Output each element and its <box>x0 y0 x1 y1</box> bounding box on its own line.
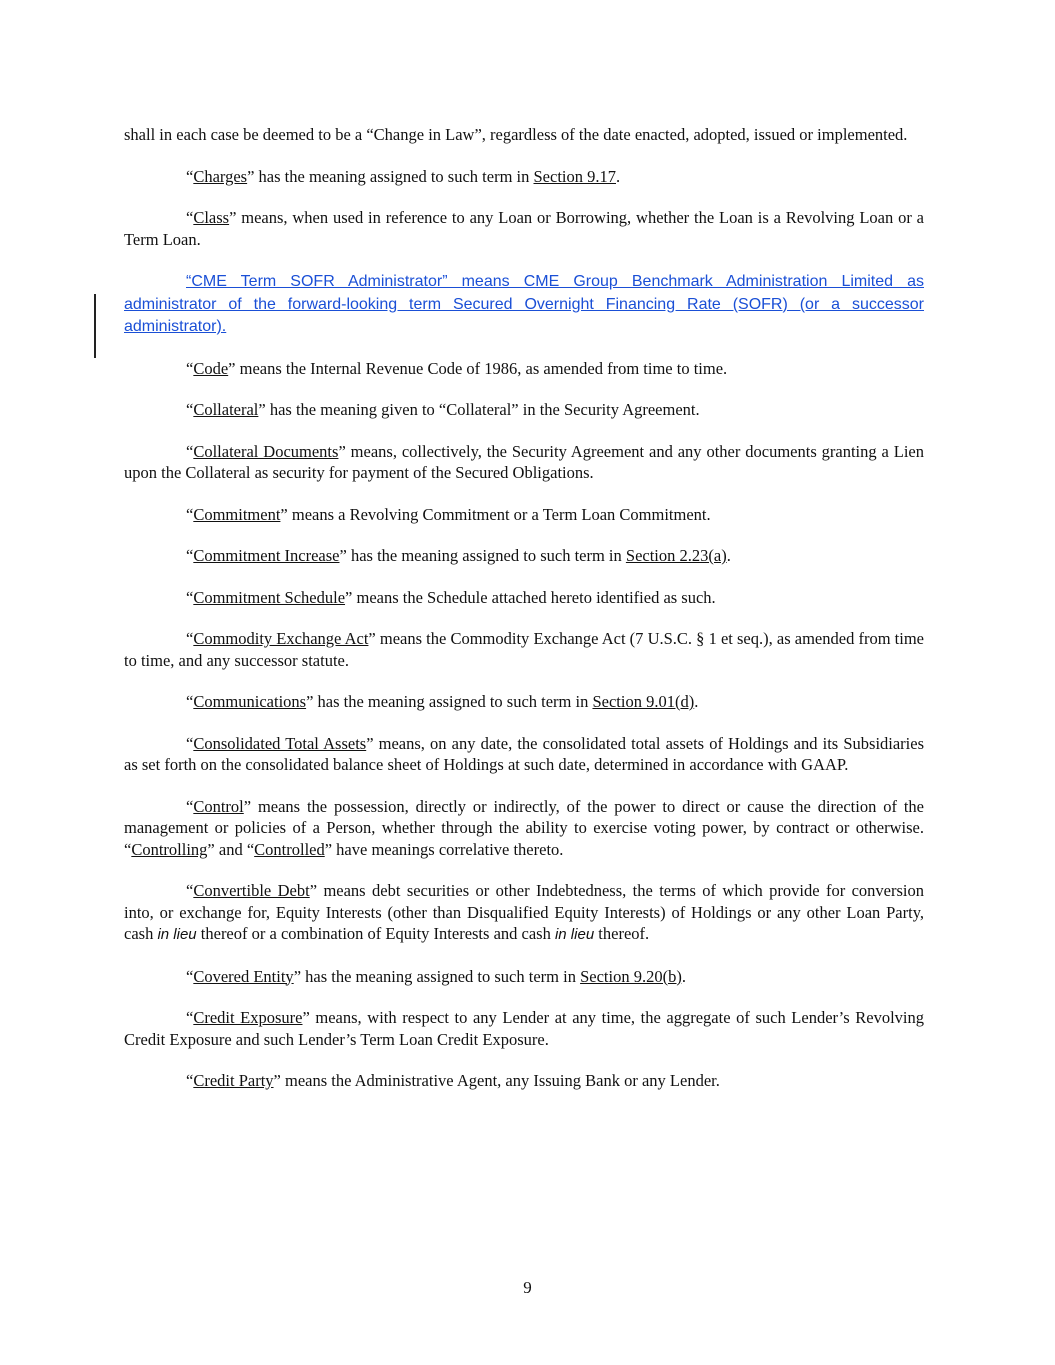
open-quote: “ <box>186 1071 194 1090</box>
definition-end: thereof. <box>594 924 650 943</box>
definition-collateral-documents <box>124 441 924 484</box>
open-quote: “ <box>186 441 194 461</box>
defined-term: Credit Party <box>193 1071 274 1090</box>
paragraph-text: shall in each case be deemed to be a “Change in Law”, regardless of the date enacted, adopted, issued or implemented. <box>124 125 908 144</box>
definition-end: . <box>681 966 686 986</box>
definition-text: ” has the meaning assigned to such term in <box>306 692 593 711</box>
open-quote: “ <box>186 881 194 900</box>
definition-text: ” means a Revolving Commitment or a Term Loan Commitment. <box>280 504 711 524</box>
section-reference: Section 2.23(a) <box>625 546 727 565</box>
definition-end: . <box>616 166 621 186</box>
defined-term: Control <box>193 796 244 816</box>
open-quote: “ <box>186 358 194 378</box>
defined-term: Commitment <box>193 504 281 524</box>
definition-text: thereof or a combination of Equity Interests and cash <box>196 924 555 943</box>
open-quote: “ <box>186 796 194 816</box>
defined-term: Commodity Exchange Act <box>193 629 369 648</box>
italic-phrase: in lieu <box>554 926 595 943</box>
open-quote: “ <box>186 1008 194 1027</box>
defined-term-controlling: Controlling <box>131 839 208 859</box>
document-body <box>124 124 924 1112</box>
definition-text: ” has the meaning assigned to such term in <box>247 166 534 186</box>
definition-text: ” means the possession, directly or indirectly, of the power to direct or cause the direction of the management or policies of a Person, whether through the ability to exercise voting power, by contract or otherwise. “ <box>124 796 924 859</box>
defined-term: Communications <box>193 692 307 711</box>
defined-term: Collateral <box>193 400 259 419</box>
defined-term: Collateral Documents <box>193 441 339 461</box>
definition-text: ” means the Schedule attached hereto identified as such. <box>345 587 716 607</box>
definition-collateral <box>124 399 924 421</box>
defined-term: Covered Entity <box>193 966 294 986</box>
definition-covered-entity <box>124 966 924 988</box>
open-quote: “ <box>186 504 194 524</box>
definition-credit-party <box>124 1070 924 1092</box>
definition-commitment-schedule <box>124 587 924 609</box>
definition-text: ” and “ <box>207 839 255 859</box>
open-quote: “ <box>186 166 194 186</box>
definition-charges <box>124 166 924 188</box>
section-reference: Section 9.20(b) <box>580 966 682 986</box>
definition-text: ” means, on any date, the consolidated total assets of Holdings and its Subsidiaries as set forth on the consolidated balance sheet of Holdings at such date, determined in accordance with GAAP. <box>124 733 925 774</box>
definition-cme-term-sofr-administrator-inserted <box>124 270 924 338</box>
inserted-revision-text: “CME Term SOFR Administrator” means CME Group Benchmark Administration Limited as administrator of the forward-looking term Secured Overnight Financing Rate (SOFR) (or a successor administrator). <box>124 273 924 335</box>
open-quote: “ <box>186 966 194 986</box>
definition-communications <box>124 691 924 713</box>
open-quote: “ <box>186 546 194 565</box>
definition-credit-exposure <box>124 1007 924 1050</box>
revision-change-bar <box>94 294 96 358</box>
defined-term: Commitment Increase <box>193 546 340 565</box>
defined-term: Code <box>193 358 229 378</box>
definition-end: . <box>726 546 731 565</box>
definition-text: ” means the Internal Revenue Code of 1986, as amended from time to time. <box>228 358 728 378</box>
definition-end: . <box>694 692 699 711</box>
definition-commitment-increase <box>124 545 924 567</box>
definition-text: ” means, with respect to any Lender at any time, the aggregate of such Lender’s Revolving Credit Exposure and such Lender’s Term Loan Credit Exposure. <box>124 1008 924 1049</box>
open-quote: “ <box>186 587 194 607</box>
definition-commodity-exchange-act <box>124 628 924 671</box>
section-reference: Section 9.17 <box>533 166 616 186</box>
open-quote: “ <box>186 400 194 419</box>
italic-phrase: in lieu <box>157 926 197 943</box>
definition-control <box>124 796 924 861</box>
page-number: 9 <box>523 1278 532 1297</box>
open-quote: “ <box>186 733 194 753</box>
definition-text: ” means debt securities or other Indebtedness, the terms of which provide for conversion into, or exchange for, Equity Interests (other than Disqualified Equity Interests) of Holdings or any other Loan Party, cash <box>124 881 925 943</box>
open-quote: “ <box>186 692 194 711</box>
definition-text: ” means, collectively, the Security Agreement and any other documents granting a Lien upon the Collateral as security for payment of the Secured Obligations. <box>124 441 924 482</box>
defined-term: Consolidated Total Assets <box>193 733 367 753</box>
definition-text: ” means, when used in reference to any Loan or Borrowing, whether the Loan is a Revolving Loan or a Term Loan. <box>124 208 924 249</box>
definition-text: ” has the meaning assigned to such term in <box>339 546 626 565</box>
definition-text: ” has the meaning assigned to such term in <box>293 966 581 986</box>
open-quote: “ <box>186 208 194 227</box>
definition-end: ” have meanings correlative thereto. <box>324 839 564 859</box>
defined-term: Class <box>193 208 230 227</box>
definition-text: ” means the Commodity Exchange Act (7 U.S.C. § 1 et seq.), as amended from time to time, and any successor statute. <box>124 629 924 670</box>
defined-term: Convertible Debt <box>193 881 310 900</box>
section-reference: Section 9.01(d) <box>592 692 695 711</box>
definition-commitment <box>124 504 924 526</box>
defined-term: Charges <box>193 166 248 186</box>
defined-term: Credit Exposure <box>193 1008 303 1027</box>
defined-term: Commitment Schedule <box>193 587 346 607</box>
definition-convertible-debt <box>124 880 924 946</box>
defined-term-controlled: Controlled <box>254 839 325 859</box>
definition-consolidated-total-assets <box>124 733 924 776</box>
paragraph-change-in-law-continuation <box>124 124 924 146</box>
definition-text: ” has the meaning given to “Collateral” in the Security Agreement. <box>258 400 700 419</box>
definition-text: ” means the Administrative Agent, any Issuing Bank or any Lender. <box>273 1071 720 1090</box>
open-quote: “ <box>186 629 194 648</box>
definition-code <box>124 358 924 380</box>
definition-class <box>124 207 924 250</box>
